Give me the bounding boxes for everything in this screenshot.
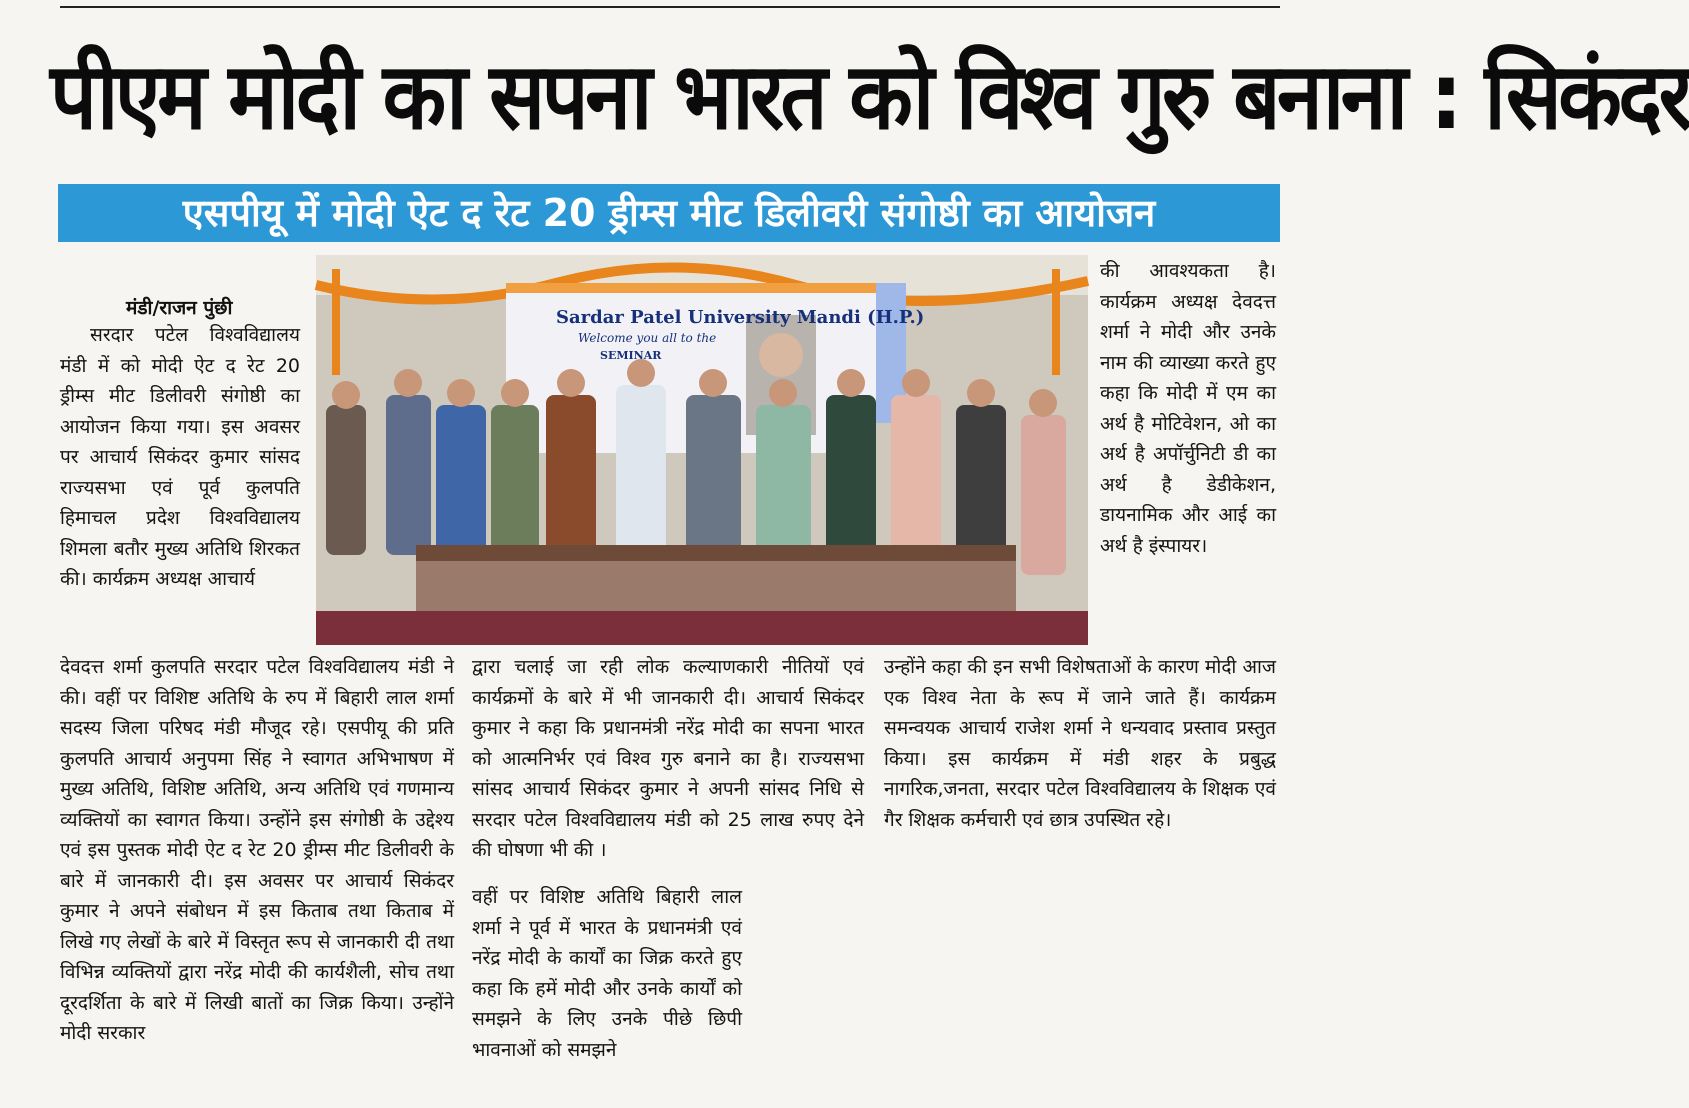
subheadline: एसपीयू में मोदी ऐट द रेट 20 ड्रीम्स मीट डिलीवरी संगोष्ठी का आयोजन [182, 191, 1156, 235]
article-col3-bottom [884, 652, 1276, 835]
paragraph: उन्होंने कहा की इन सभी विशेषताओं के कारण मोदी आज एक विश्व नेता के रूप में जाने जाते हैं। कार्यक्रम समन्वयक आचार्य राजेश शर्मा ने धन्यवाद प्रस्ताव प्रस्तुत किया। इस कार्यक्रम में मंडी शहर के प्रबुद्ध नागरिक,जनता, सरदार पटेल विश्वविद्यालय के शिक्षक एवं गैर शिक्षक कर्मचारी एवं छात्र उपस्थित रहे। [884, 656, 1276, 831]
article-col3-top [1100, 256, 1276, 561]
banner-title: Sardar Patel University Mandi (H.P.) [556, 307, 925, 328]
top-rule [60, 6, 1280, 8]
article-col1-top [60, 320, 300, 595]
banner-welcome: Welcome you all to the [578, 331, 717, 345]
subheadline-bar [58, 184, 1280, 242]
banner-seminar: SEMINAR [600, 349, 662, 362]
paragraph: देवदत्त शर्मा कुलपति सरदार पटेल विश्वविद्यालय मंडी ने की। वहीं पर विशिष्ट अतिथि के रुप में बिहारी लाल शर्मा सदस्य जिला परिषद मंडी मौजूद रहे। एसपीयू की प्रति कुलपति आचार्य अनुपमा सिंह ने स्वागत अभिभाषण में मुख्य अतिथि, विशिष्ट अतिथि, अन्य अतिथि एवं गणमान्य व्यक्तियों का स्वागत किया। उन्होंने इस संगोष्ठी के उद्देश्य एवं इस पुस्तक मोदी ऐट द रेट 20 ड्रीम्स मीट डिलीवरी के बारे में जानकारी दी। इस अवसर पर आचार्य सिकंदर कुमार ने अपने संबोधन में इस किताब तथा किताब में लिखे गए लेखों के बारे में विस्तृत रूप से जानकारी दी तथा विभिन्न व्यक्तियों द्वारा नरेंद्र मोदी की कार्यशैली, सोच तथा दूरदर्शिता के बारे में लिखी बातों का जिक्र किया। उन्होंने मोदी सरकार [60, 656, 454, 1044]
paragraph: सरदार पटेल विश्वविद्यालय मंडी में को मोदी ऐट द रेट 20 ड्रीम्स मीट डिलीवरी संगोष्ठी का आयोजन किया गया। इस अवसर पर आचार्य सिकंदर कुमार सांसद राज्यसभा एवं पूर्व कुलपति हिमाचल प्रदेश विश्वविद्यालय शिमला बतौर मुख्य अतिथि शिरकत की। कार्यक्रम अध्यक्ष आचार्य [60, 324, 300, 590]
paragraph: द्वारा चलाई जा रही लोक कल्याणकारी नीतियों एवं कार्यक्रमों के बारे में भी जानकारी दी। आचार्य सिकंदर कुमार ने कहा कि प्रधानमंत्री नरेंद्र मोदी का सपना भारत को आत्मनिर्भर एवं विश्व गुरु बनाने का है। राज्यसभा सांसद आचार्य सिकंदर कुमार ने अपनी सांसद निधि से सरदार पटेल विश्वविद्यालय मंडी को 25 लाख रुपए देने की घोषणा भी की । [472, 656, 864, 861]
article-col1-bottom [60, 652, 454, 1049]
paragraph: की आवश्यकता है। कार्यक्रम अध्यक्ष देवदत्त शर्मा ने मोदी और उनके नाम की व्याख्या करते हुए कहा कि मोदी में एम का अर्थ है मोटिवेशन, ओ का अर्थ है अपॉर्चुनिटी डी का अर्थ है डेडीकेशन, डायनामिक और आई का अर्थ है इंस्पायर। [1100, 260, 1276, 557]
headline: पीएम मोदी का सपना भारत को विश्व गुरु बनाना : सिकंदर [50, 43, 1689, 150]
article-col2 [472, 652, 864, 866]
paragraph: वहीं पर विशिष्ट अतिथि बिहारी लाल शर्मा ने पूर्व में भारत के प्रधानमंत्री एवं नरेंद्र मोदी के कार्यों का जिक्र करते हुए कहा कि हमें मोदी और उनके कार्यों को समझने के लिए उनके पीछे छिपी भावनाओं को समझने [472, 886, 742, 1061]
article-col2-continued [472, 882, 742, 1065]
byline: मंडी/राजन पुंछी [126, 297, 233, 319]
event-photo [316, 255, 1088, 645]
